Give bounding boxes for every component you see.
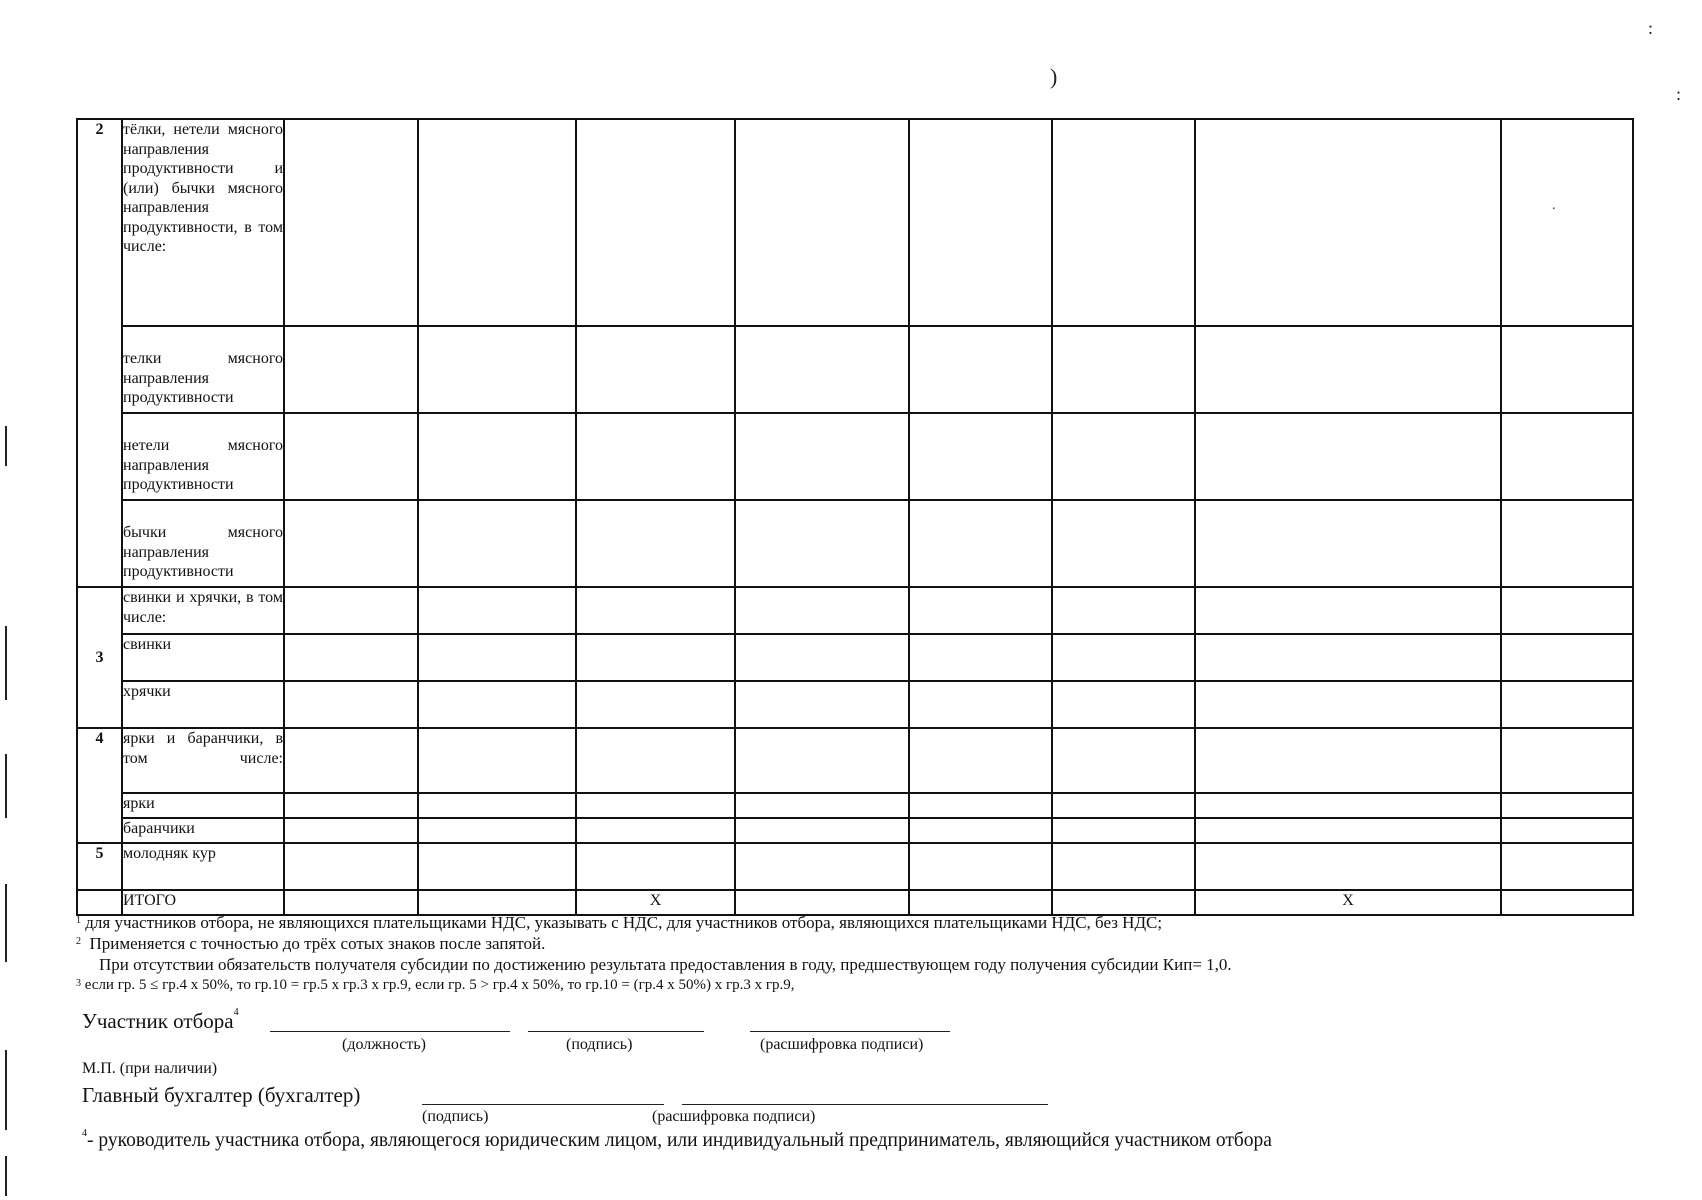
row-label: телки мясного направления продуктивности (122, 326, 284, 413)
data-cell (284, 818, 418, 843)
footnote-4-text: - руководитель участника отбора, являющегося юридическим лицом, или индивидуальный предприниматель, являющийся участником отбора (87, 1130, 1272, 1151)
data-cell (1195, 413, 1501, 500)
row-label: ИТОГО (122, 890, 284, 915)
data-cell (1195, 681, 1501, 728)
data-cell (1501, 587, 1633, 634)
row-label: бычки мясного направления продуктивности (122, 500, 284, 587)
margin-mark-2 (5, 626, 7, 700)
data-cell (1501, 728, 1633, 793)
data-cell (418, 843, 576, 890)
table-row (77, 818, 1633, 843)
data-cell (735, 326, 909, 413)
data-cell (735, 728, 909, 793)
signature-caption: (подпись) (566, 1036, 633, 1053)
participant-text: Участник отбора (82, 1009, 234, 1033)
table-row (77, 413, 1633, 500)
data-cell (576, 587, 735, 634)
data-cell (1052, 793, 1195, 818)
data-cell (576, 119, 735, 326)
data-cell (576, 818, 735, 843)
row-label: баранчики (122, 818, 284, 843)
data-cell (576, 413, 735, 500)
acc-decoding-line (682, 1104, 1048, 1105)
data-cell (1052, 681, 1195, 728)
data-cell (735, 587, 909, 634)
row-label: молодняк кур (122, 843, 284, 890)
data-cell (284, 681, 418, 728)
margin-mark-6 (5, 1156, 7, 1196)
data-cell (909, 818, 1052, 843)
data-cell (909, 413, 1052, 500)
data-cell (418, 634, 576, 681)
stray-parenthesis: ) (1050, 64, 1058, 89)
data-cell (418, 413, 576, 500)
data-cell (418, 500, 576, 587)
data-cell (909, 587, 1052, 634)
data-cell (735, 843, 909, 890)
signature-line (528, 1031, 704, 1032)
footnote-3-text: если гр. 5 ≤ гр.4 х 50%, то гр.10 = гр.5 х гр.3 х гр.9, если гр. 5 > гр.4 х 50%, то гр.10 = (гр.4 х 50%) х гр.3 х гр.9, (84, 977, 795, 993)
decoding-caption: (расшифровка подписи) (760, 1036, 924, 1053)
data-cell (284, 793, 418, 818)
row-number: 4 (77, 728, 122, 843)
table-row (77, 119, 1633, 326)
data-cell (1501, 793, 1633, 818)
data-cell (909, 326, 1052, 413)
data-cell (1501, 843, 1633, 890)
data-cell (1195, 818, 1501, 843)
data-cell (909, 843, 1052, 890)
margin-mark-5 (5, 1050, 7, 1130)
footnote-1-text: для участников отбора, не являющихся плательщиками НДС, указывать с НДС, для участников отбора, являющихся плательщиками НДС, без НДС; (85, 913, 1163, 932)
data-cell (1052, 413, 1195, 500)
row-label: свинки и хрячки, в том числе: (122, 587, 284, 634)
margin-mark-4 (5, 884, 7, 962)
row-label: свинки (122, 634, 284, 681)
data-cell (1501, 326, 1633, 413)
data-cell (418, 119, 576, 326)
row-number: 3 (77, 587, 122, 728)
data-cell (1195, 326, 1501, 413)
table-row (77, 728, 1633, 793)
table-row (77, 500, 1633, 587)
data-cell (284, 413, 418, 500)
accountant-label: Главный бухгалтер (бухгалтер) (82, 1083, 361, 1107)
data-cell (909, 634, 1052, 681)
footnote-1-mark: 1 (76, 915, 81, 926)
data-cell (418, 587, 576, 634)
stray-colon-2: : (1676, 84, 1682, 104)
total-mark: Х (1195, 890, 1501, 915)
stray-dot: . (1552, 198, 1556, 213)
data-cell (1052, 587, 1195, 634)
footnote-3-mark: 3 (76, 978, 81, 989)
participant-label (82, 1009, 239, 1034)
table-row (77, 843, 1633, 890)
data-cell (1195, 843, 1501, 890)
data-cell (1195, 793, 1501, 818)
data-cell (909, 119, 1052, 326)
data-cell (576, 843, 735, 890)
data-cell (1501, 681, 1633, 728)
decoding-line (750, 1031, 950, 1032)
table-row (77, 681, 1633, 728)
footnote-2-text: Применяется с точностью до трёх сотых знаков после запятой. (89, 934, 546, 953)
data-cell (1501, 119, 1633, 326)
data-cell (1501, 500, 1633, 587)
data-cell (1195, 500, 1501, 587)
data-cell (1501, 634, 1633, 681)
footnote-3 (76, 975, 1636, 996)
data-cell (284, 634, 418, 681)
data-cell (1052, 634, 1195, 681)
stamp-label: М.П. (при наличии) (82, 1060, 218, 1077)
table-row (77, 587, 1633, 634)
data-cell (576, 634, 735, 681)
data-cell (1052, 843, 1195, 890)
row-number: 2 (77, 119, 122, 587)
row-label: ярки (122, 793, 284, 818)
table-row (77, 793, 1633, 818)
acc-signature-line (422, 1104, 664, 1105)
data-cell (1501, 413, 1633, 500)
footnote-2b-text: При отсутствии обязательств получателя субсидии по достижению результата предоставления в году, предшествующем году получения субсидии Кип= 1,0. (99, 955, 1232, 974)
footnote-2-mark: 2 (76, 936, 81, 947)
data-cell (576, 793, 735, 818)
margin-mark-1 (5, 426, 7, 466)
data-cell (735, 413, 909, 500)
participant-mark: 4 (233, 1007, 239, 1018)
table-row (77, 326, 1633, 413)
data-cell (576, 326, 735, 413)
footnote-2b (76, 954, 1636, 975)
row-label: тёлки, нетели мясного направления продуктивности и (или) бычки мясного направления продуктивности, в том числе: (122, 119, 284, 326)
data-cell (284, 587, 418, 634)
footnote-4-mark: 4 (82, 1128, 87, 1139)
data-cell (576, 681, 735, 728)
data-cell (418, 326, 576, 413)
stray-colon-1: : (1648, 18, 1654, 38)
data-cell (909, 728, 1052, 793)
footnote-2 (76, 933, 1636, 954)
data-cell (1195, 587, 1501, 634)
data-cell (284, 500, 418, 587)
data-cell (418, 818, 576, 843)
footnote-4 (82, 1130, 1272, 1152)
data-cell (576, 728, 735, 793)
data-cell (418, 728, 576, 793)
data-cell (418, 681, 576, 728)
data-cell (909, 500, 1052, 587)
data-cell (1195, 634, 1501, 681)
data-cell (1195, 119, 1501, 326)
footnotes (76, 912, 1636, 996)
acc-decoding-caption: (расшифровка подписи) (652, 1108, 816, 1125)
data-cell (1052, 818, 1195, 843)
footnote-1 (76, 912, 1636, 933)
data-cell (735, 634, 909, 681)
data-cell (1195, 728, 1501, 793)
data-cell (1501, 818, 1633, 843)
data-cell (735, 793, 909, 818)
data-cell (284, 119, 418, 326)
data-cell (1052, 728, 1195, 793)
data-cell (1052, 500, 1195, 587)
data-cell (576, 500, 735, 587)
data-cell (735, 500, 909, 587)
subsidy-table (76, 118, 1634, 916)
data-cell (909, 681, 1052, 728)
acc-signature-caption: (подпись) (422, 1108, 489, 1125)
row-label: ярки и баранчики, в том числе: (122, 728, 284, 793)
data-cell (735, 119, 909, 326)
total-mark: Х (576, 890, 735, 915)
data-cell (909, 793, 1052, 818)
data-cell (735, 818, 909, 843)
data-cell (735, 681, 909, 728)
data-cell (418, 793, 576, 818)
data-cell (1052, 326, 1195, 413)
table-row (77, 634, 1633, 681)
position-line (270, 1031, 510, 1032)
data-cell (284, 728, 418, 793)
row-label: нетели мясного направления продуктивности (122, 413, 284, 500)
margin-mark-3 (5, 754, 7, 818)
position-caption: (должность) (342, 1036, 426, 1053)
row-number: 5 (77, 843, 122, 890)
data-cell (284, 326, 418, 413)
row-label: хрячки (122, 681, 284, 728)
data-cell (1052, 119, 1195, 326)
data-cell (284, 843, 418, 890)
